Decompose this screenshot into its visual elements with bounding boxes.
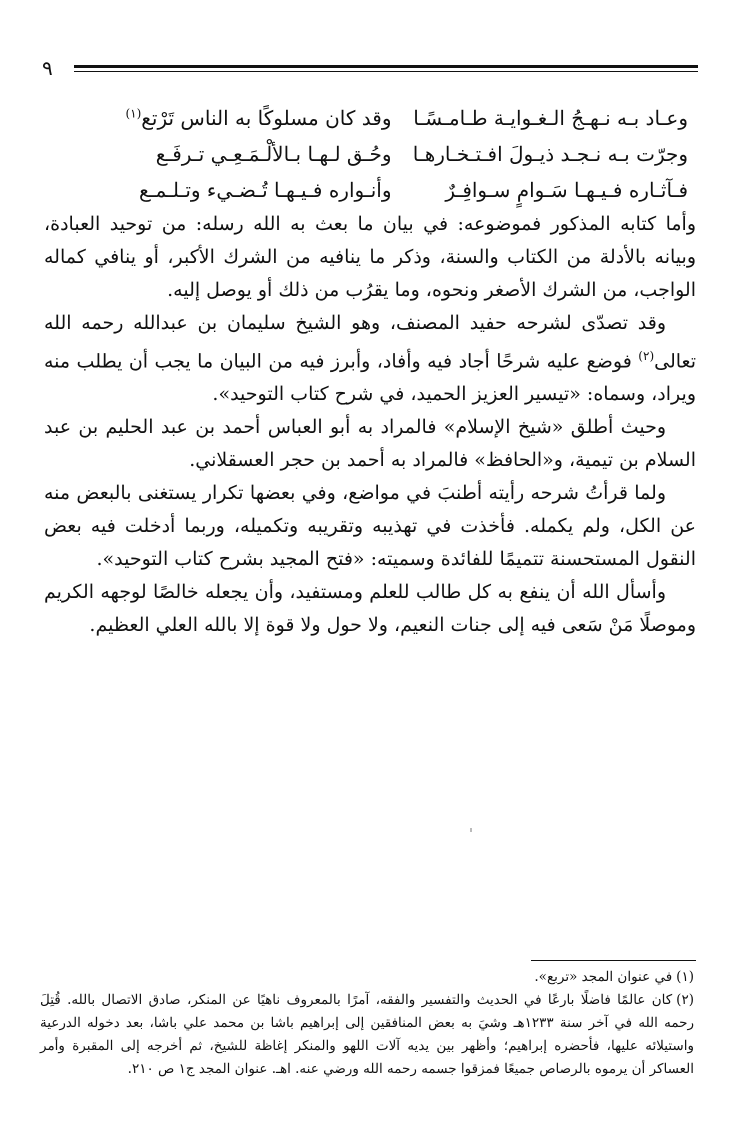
paragraph: [44, 411, 696, 477]
paragraph-text-continued: فوضع عليه شرحًا أجاد فيه وأفاد، وأبرز فيه من البيان ما يجب أن يطلب منه ويراد، وسماه: «تيسير العزيز الحميد، في شرح كتاب التوحيد».: [44, 350, 696, 406]
paragraph-text: وأما كتابه المذكور فموضوعه: في بيان ما بعث به الله رسله: من توحيد العبادة، وبيانه بالأدلة من الكتاب والسنة، وذكر ما ينافيه من الشرك الأكبر، أو ينافي كماله الواجب، من الشرك الأصغر ونحوه، وما يقرُب من ذلك أو يوصل إليه.: [44, 213, 696, 301]
second-hemistich: [95, 106, 392, 130]
footnote: [40, 989, 694, 1081]
paragraph-text: ولما قرأتُ شرحه رأيته أطنبَ في مواضع، وفي بعضها تكرار يستغنى بالبعض منه عن الكل، ولم يكمله. فأخذت في تهذيبه وتقريبه وتكميله، وربما أدخلت فيه بعض النقول المستحسنة تتميمًا للفائدة وسميته: «فتح المجيد بشرح كتاب التوحيد».: [44, 482, 696, 571]
first-hemistich: وعـاد بـه نـهـجُ الـغـوايـة طـامـسًـا: [413, 106, 688, 130]
header-rule-thick: [74, 65, 698, 68]
first-hemistich: وجرّت بـه نـجـد ذيـولَ افـتـخـارهـا: [412, 142, 688, 166]
second-hemistich: وحُـق لـهـا بـالألْـمَـعِـي تـرفَـع: [155, 142, 392, 166]
footnote-reference[interactable]: (٢): [638, 349, 655, 363]
page-number: ٩: [42, 56, 53, 80]
poem: [95, 100, 688, 208]
footnote-mark: (٢): [676, 992, 694, 1008]
paragraph: [44, 477, 696, 576]
footnotes: [40, 966, 694, 1081]
scan-speck: [470, 828, 472, 832]
header-rule-thin: [74, 71, 698, 72]
paragraph-text: وحيث أطلق «شيخ الإسلام» فالمراد به أبو العباس أحمد بن عبد الحليم بن عبد السلام بن تيمية، و«الحافظ» فالمراد به أحمد بن حجر العسقلاني.: [44, 416, 696, 472]
hemistich-text: وقد كان مسلوكًا به الناس تَرْتع: [141, 106, 392, 130]
footnote-reference[interactable]: (١): [125, 106, 142, 121]
paragraph-text: وأسأل الله أن ينفع به كل طالب للعلم ومستفيد، وأن يجعله خالصًا لوجهه الكريم وموصلًا مَنْ سَعى فيه إلى جنات النعيم، ولا حول ولا قوة إلا بالله العلي العظيم.: [44, 581, 696, 637]
footnote-text: كان عالمًا فاضلًا بارعًا في الحديث والتفسير والفقه، آمرًا بالمعروف ناهيًا عن المنكر، صادق الاتصال بالله. قُتِلَ رحمه الله في آخر سنة ١٢٣٣هـ وشيَ به بعض المنافقين إلى إبراهيم باشا بن محمد علي باشا، بعد دخوله الدرعية واستيلائه عليها، فأحضره إبراهيم؛ وأظهر بين يديه آلات اللهو والمنكر إغاظة للشيخ، ثم أخرجه إلى المقبرة وأمر العساكر أن يرموه بالرصاص جميعًا فمزقوا جسمه رحمه الله ورضي عنه. اهـ. عنوان المجد ج١ ص ٢١٠.: [40, 992, 694, 1077]
paragraph: [44, 208, 696, 307]
second-hemistich: وأنـواره فـيـهـا تُـضـيء وتـلـمـع: [138, 178, 392, 202]
verse-line: [95, 172, 688, 208]
body-text: [44, 208, 696, 642]
paragraph: [44, 576, 696, 642]
paragraph-text: وقد تصدّى لشرحه حفيد المصنف، وهو الشيخ سليمان بن عبدالله رحمه الله تعالى: [44, 312, 696, 373]
footnote-text: في عنوان المجد «تربع».: [534, 969, 673, 985]
paragraph: [44, 307, 696, 411]
footnote-separator: [531, 960, 696, 961]
verse-line: [95, 100, 688, 136]
footnote-mark: (١): [676, 969, 694, 985]
first-hemistich: فـآثـاره فـيـهـا سَـوامٍ سـوافِـرٌ: [445, 178, 688, 202]
footnote: [40, 966, 694, 989]
verse-line: [95, 136, 688, 172]
